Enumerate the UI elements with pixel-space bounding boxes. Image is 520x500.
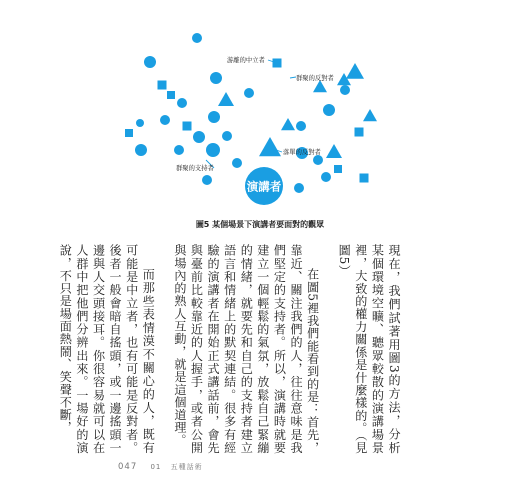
- audience-triangle: [346, 63, 364, 79]
- audience-circle: [208, 111, 220, 123]
- audience-square: [158, 81, 167, 90]
- paragraph-2: 在圖5裡我們能看到的是：首先，靠近、關注我們的人，往往意味是我們堅定的支持者。所以，演講時就要建立一個輕鬆的氣氛，放鬆自己緊繃的情緒，就要先和自己的支持者建立語言和情緒上的默契連結。很多有經驗的演講者在開始正式講話前，會先與臺前比較靠近的人握手，或者公開與場內的熟人互動，就是這個道理。: [172, 244, 320, 454]
- audience-triangle: [326, 144, 342, 158]
- speaker-label: 演講者: [246, 179, 282, 194]
- audience-circle: [294, 183, 304, 193]
- audience-circle: [136, 119, 144, 127]
- audience-square: [125, 129, 133, 137]
- audience-circle: [323, 104, 335, 116]
- audience-circle: [296, 121, 306, 131]
- audience-circle: [193, 131, 205, 143]
- audience-circle: [177, 98, 187, 108]
- label-group-opponents: 群聚的反對者: [296, 75, 334, 82]
- label-isolated-opponent: 落單的反對者: [283, 149, 321, 156]
- figure-caption: 圖5 某個場景下演講者要面對的觀眾: [195, 220, 325, 229]
- chapter-title: 五種話術: [170, 463, 203, 471]
- audience-circle: [135, 144, 147, 156]
- audience-circle: [313, 155, 323, 165]
- paragraph-3: 而那些表情漠不關心的人，既有可能是中立者，也有可能是反對者。後者一般會暗自搖頭，或一邊搖頭一邊與人交頭接耳。你很容易就可以在人群中把他們分辨出來。一場好的演說，不只是場面熱鬧、笑聲不斷，: [58, 244, 156, 454]
- audience-square: [360, 174, 369, 183]
- audience-square: [334, 165, 342, 173]
- audience-circle: [232, 158, 242, 168]
- page-footer: [118, 462, 203, 472]
- audience-circle: [202, 175, 212, 185]
- audience-circle: [192, 33, 202, 43]
- audience-triangle: [363, 109, 377, 121]
- audience-square: [355, 128, 364, 137]
- audience-circle: [174, 145, 184, 155]
- audience-circle: [206, 143, 220, 157]
- audience-circle: [222, 131, 232, 141]
- chapter-number: 01: [150, 463, 162, 471]
- paragraph-1: 現在，我們試著用圖3的方法，分析某個環境空曠、聽眾較散的演講場景裡，大致的權力關係是什麼樣的。（見圖5）: [337, 244, 401, 454]
- audience-circle: [244, 88, 254, 98]
- audience-circle: [160, 115, 170, 125]
- audience-triangle: [281, 118, 295, 130]
- audience-triangle: [218, 92, 234, 106]
- audience-square: [183, 122, 192, 131]
- audience-circle: [340, 85, 350, 95]
- audience-square: [273, 59, 282, 68]
- page-number: 047: [118, 462, 138, 472]
- audience-square: [167, 91, 175, 99]
- audience-circle: [144, 56, 156, 68]
- label-group-supporters: 群聚的支持者: [176, 165, 214, 172]
- audience-circle: [210, 72, 222, 84]
- audience-triangle: [259, 137, 281, 156]
- body-text: [42, 244, 402, 454]
- audience-circle: [321, 172, 331, 182]
- label-wandering-neutral: 游離的中立者: [227, 57, 265, 64]
- audience-diagram: [0, 0, 520, 215]
